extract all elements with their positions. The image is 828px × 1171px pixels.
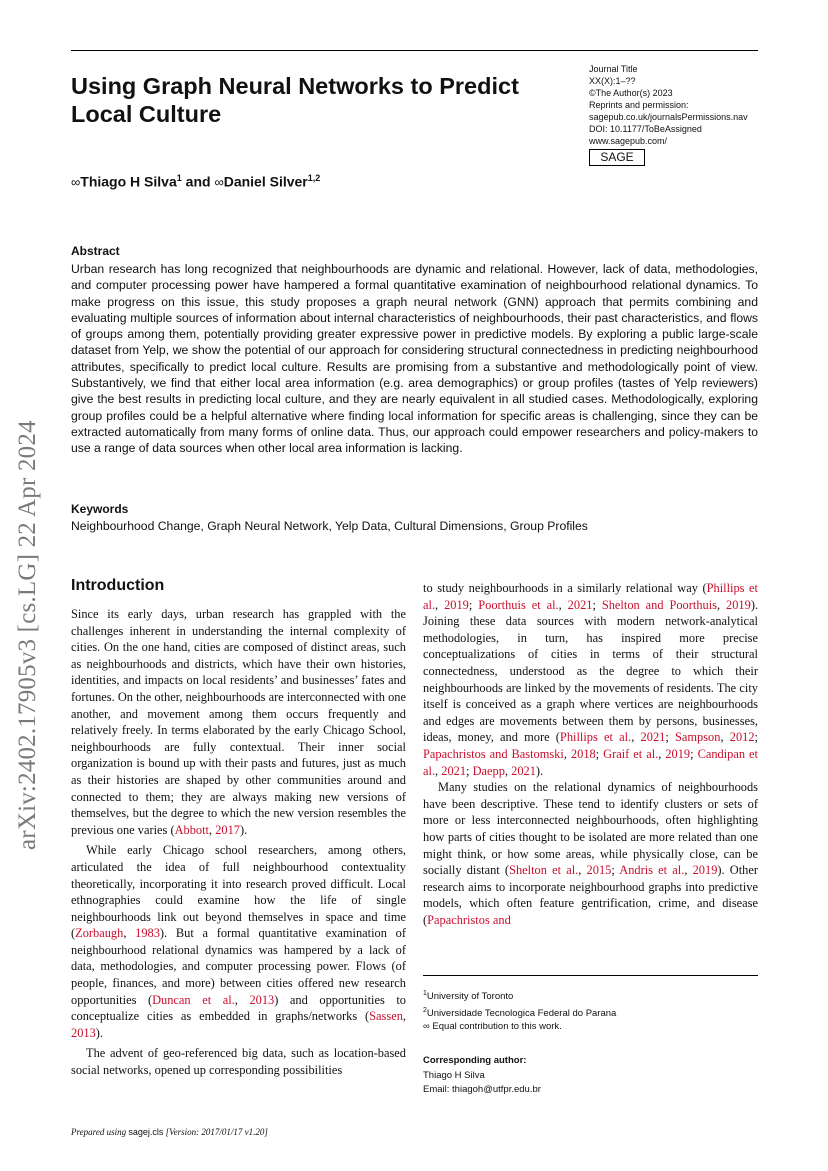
footnote-text: Equal contribution to this work.	[429, 1021, 562, 1033]
citation-link[interactable]: Papachristos and	[427, 912, 511, 927]
citation-link[interactable]: 1983	[135, 926, 160, 941]
footnote-text: University of Toronto	[426, 991, 514, 1003]
citation-link[interactable]: Papachristos and Bastomski	[423, 746, 564, 761]
paper-title: Using Graph Neural Networks to Predict Local Culture	[71, 73, 519, 127]
footnote-mark: 1	[423, 990, 427, 997]
paragraph-text: Many studies on the relational dynamics of neighbourhoods have been descriptive. These tend to identify clusters or sets of more or less interconnected neighbourhoods, often highlighting how parts of cities thought to be isolated are more related than one might think, or how some areas, while physically close, can be socially distant (	[423, 780, 758, 878]
section-heading: Introduction	[71, 577, 165, 594]
keywords-text: Neighbourhood Change, Graph Neural Network, Yelp Data, Cultural Dimensions, Group Profiles	[71, 519, 588, 533]
citation-link[interactable]: 2019	[692, 863, 718, 878]
paragraph: Many studies on the relational dynamics of neighbourhoods have been descriptive. These tend to identify clusters or sets of more or less interconnected neighbourhoods, often highlighting how parts of cities thought to be isolated are more related than one might think, or how some areas, while physically close, can be socially distant (Shelton et al., 2015; Andris et al., 2019). Other research aims to incorporate neighbourhood graphs into predictive models, which often feature gentrification, crime, and disease (Papachristos and	[423, 780, 758, 927]
journal-info	[589, 63, 769, 147]
footnote-affiliation-1	[423, 987, 758, 1004]
paragraph-text: ,	[209, 822, 216, 837]
citation-link[interactable]: Poorthuis et al.	[478, 597, 559, 612]
citation-link[interactable]: 2019	[444, 597, 469, 612]
citation-link[interactable]: Shelton and Poorthuis	[601, 597, 717, 612]
author-name: Thiago H Silva	[80, 173, 177, 190]
journal-reprints-url[interactable]: sagepub.co.uk/journalsPermissions.nav	[589, 112, 748, 122]
citation-link[interactable]: 2021	[640, 730, 666, 745]
paragraph: While early Chicago school researchers, among others, articulated the idea of full neighbourhood contextuality theoretically, incorporating it into research proved difficult. Local ethnographies could examine how the life of single neighbourhoods link out beyond themselves in space and time (Zorbaugh, 1983). But a formal quantitative examination of neighbourhood relational dynamics was hampered by a lack of data, methodologies, and computer processing power. Flows (of people, finances, and more) between cities offered new research opportunities (Duncan et al., 2013) and opportunities to conceptualize cities as embedded in graphs/networks (Sassen, 2013).	[71, 843, 406, 1040]
footer-version: [Version: 2017/01/17 v1.20]	[163, 1127, 268, 1137]
citation-link[interactable]: Candipan et al.	[423, 746, 758, 778]
citation-link[interactable]: Sassen	[369, 1009, 403, 1024]
citation-link[interactable]: 2021	[441, 763, 467, 778]
journal-copyright: ©The Author(s) 2023	[589, 88, 673, 98]
corresponding-author-name: Thiago H Silva	[423, 1070, 485, 1081]
keywords-heading: Keywords	[71, 502, 129, 516]
paragraph-text: ).	[95, 1025, 104, 1040]
citation-link[interactable]: Phillips et al.	[559, 730, 632, 745]
journal-name: Journal Title	[589, 64, 638, 74]
abstract-heading: Abstract	[71, 244, 120, 258]
citation-link[interactable]: 2019	[726, 597, 751, 612]
journal-doi[interactable]: DOI: 10.1177/ToBeAssigned	[589, 124, 702, 134]
citation-link[interactable]: Daepp	[472, 763, 505, 778]
top-rule	[71, 50, 758, 51]
footer-class-name: sagej.cls	[128, 1127, 164, 1137]
equal-contribution-mark: ∞	[71, 174, 81, 190]
equal-contribution-mark: ∞	[214, 174, 224, 190]
citation-link[interactable]: Phillips et al.	[423, 581, 758, 612]
footer-text: Prepared using	[71, 1127, 129, 1137]
citation-link[interactable]: 2019	[665, 746, 691, 761]
arxiv-stamp[interactable]: arXiv:2402.17905v3 [cs.LG] 22 Apr 2024	[14, 420, 41, 850]
footnote-text: Universidade Tecnologica Federal do Parana	[426, 1007, 617, 1019]
footnote-mark: 2	[423, 1006, 427, 1014]
paragraph-text: to study neighbourhoods in a similarly relational way (	[423, 581, 707, 595]
citation-link[interactable]: 2021	[567, 597, 593, 612]
journal-reprints: Reprints and permission:	[589, 100, 689, 110]
citation-link[interactable]: 2018	[570, 746, 596, 761]
corresponding-author-details	[423, 1069, 541, 1096]
journal-volume: XX(X):1–??	[589, 76, 636, 86]
citation-link[interactable]: Abbott	[174, 822, 209, 837]
paragraph-text: ). But a formal quantitative examination of neighbourhood relational dynamics was hampered by a lack of data, methodologies, and computer processing power. Flows (of people, finances, and more) between cities offered new research opportunities (	[71, 926, 406, 1007]
paragraph: The advent of geo-referenced big data, such as location-based social networks, opened up corresponding possibilities	[71, 1046, 406, 1078]
paragraph-text: While early Chicago school researchers, among others, articulated the idea of full neighbourhood contextuality theoretically, incorporating it into research proved difficult. Local ethnographies could examine how the life of single neighbourhoods link out beyond themselves in space and time (	[71, 843, 406, 941]
paragraph-text: ). Joining these data sources with modern network-analytical methodologies, in turn, has inspired more precise conceptualizations of cities in terms of their structural connectedness, understood as the degree to which their neighbourhoods are linked by the movements of residents. The city itself is conceived as a graph where vertices are neighbourhoods and edges are movements between them by persons, businesses, ideas, money, and more (	[423, 597, 759, 745]
paragraph: to study neighbourhoods in a similarly relational way (Phillips et al., 2019; Poorthuis et al., 2021; Shelton and Poorthuis, 2019). Joining these data sources with modern network-analytical methodologies, in turn, has inspired more precise conceptualizations of cities in terms of their structural connectedness, understood as the degree to which their neighbourhoods are linked by the movements of residents. The city itself is conceived as a graph where vertices are neighbourhoods and edges are movements between them by persons, businesses, ideas, money, and more (Phillips et al., 2021; Sampson, 2012; Papachristos and Bastomski, 2018; Graif et al., 2019; Candipan et al., 2021; Daepp, 2021).	[423, 581, 759, 778]
citation-link[interactable]: 2017	[215, 822, 240, 837]
author-line	[71, 173, 320, 190]
affiliation-mark: 1	[176, 173, 182, 183]
citation-link[interactable]: 2021	[511, 763, 536, 778]
paragraph-text: ) and opportunities to conceptualize cities as embedded in graphs/networks (	[71, 992, 406, 1024]
footnotes	[423, 987, 758, 1034]
citation-link[interactable]: 2013	[249, 992, 275, 1007]
citation-link[interactable]: 2012	[729, 730, 755, 745]
publisher-logo: SAGE	[589, 149, 645, 166]
corresponding-author-heading: Corresponding author:	[423, 1055, 527, 1066]
footnote-rule	[423, 975, 758, 976]
journal-website[interactable]: www.sagepub.com/	[589, 136, 668, 146]
citation-link[interactable]: Sampson	[675, 730, 721, 745]
affiliation-mark: 1,2	[307, 173, 321, 183]
citation-link[interactable]: 2015	[586, 863, 612, 878]
citation-link[interactable]: 2013	[71, 1025, 96, 1040]
right-column	[423, 580, 758, 928]
paragraph-text: ).	[239, 822, 248, 837]
footnote-mark: ∞	[423, 1021, 430, 1033]
citation-link[interactable]: Graif et al.	[603, 746, 659, 761]
paragraph-text: ). Other research aims to incorporate neighbourhood graphs into predictive models, which often feature gentrification, crime, and disease (	[423, 863, 758, 927]
citation-link[interactable]: Duncan et al.	[152, 992, 235, 1007]
paragraph-text: ).	[535, 763, 544, 778]
author-name: Daniel Silver	[223, 173, 308, 190]
citation-link[interactable]: Shelton et al.	[509, 863, 579, 878]
abstract-text: Urban research has long recognized that neighbourhoods are dynamic and relational. However, lack of data, methodologies, and computer processing power have hampered a formal quantitative examination of neighbourhood relational dynamics. To make progress on this issue, this study proposes a graph neural network (GNN) approach that permits combining and evaluating multiple sources of information about internal characteristics of neighbourhoods, their past characteristics, and flows of groups among them, potentially providing greater expressive power in predictive models. By exploring a public large-scale dataset from Yelp, we show the potential of our approach for considering structural connectedness in predicting neighbourhood attributes, specifically to predict local culture. Results are promising from a substantive and methodologically point of view. Substantively, we find that either local area information (e.g. area demographics) or group profiles (tastes of Yelp reviewers) give the best results in predicting local culture, and they are nearly equivalent in all studied cases. Methodologically, exploring group profiles could be a helpful alternative where finding local information for specific areas is challenging, since they can be extracted automatically from many forms of online data. Thus, our approach could empower researchers and policy-makers to use a range of data sources when other local area information is lacking.	[71, 262, 758, 456]
paragraph	[71, 606, 406, 838]
footnote-affiliation-2	[423, 1004, 758, 1021]
paragraph-text: Since its early days, urban research has grappled with the challenges inherent in understanding the internal complexity of cities. On the one hand, cities are composed of distinct areas, such as neighbourhoods and districts, which have their own histories, identities, and impacts on local residents’ and businesses’ fates and fortunes. On the other, neighbourhoods are interconnected with one another, and movement among them occurs frequently and relatively freely. In terms elaborated by the early Chicago School, neighbourhoods are fully contextual. Their inner social organization is bound up with their pasts and futures, just as much as their histories are shaped by other communities around and connected to them; they are always making new versions of themselves, but the degree to which the new version resembles the previous one varies (	[71, 607, 406, 837]
page-footer	[71, 1127, 268, 1137]
footnote-equal-contribution	[423, 1020, 758, 1034]
citation-link[interactable]: Zorbaugh	[75, 926, 124, 941]
corresponding-author-email[interactable]: Email: thiagoh@utfpr.edu.br	[423, 1083, 541, 1095]
author-conjunction: and	[181, 173, 215, 190]
citation-link[interactable]: Andris et al.	[619, 863, 685, 878]
left-column	[71, 606, 406, 1079]
